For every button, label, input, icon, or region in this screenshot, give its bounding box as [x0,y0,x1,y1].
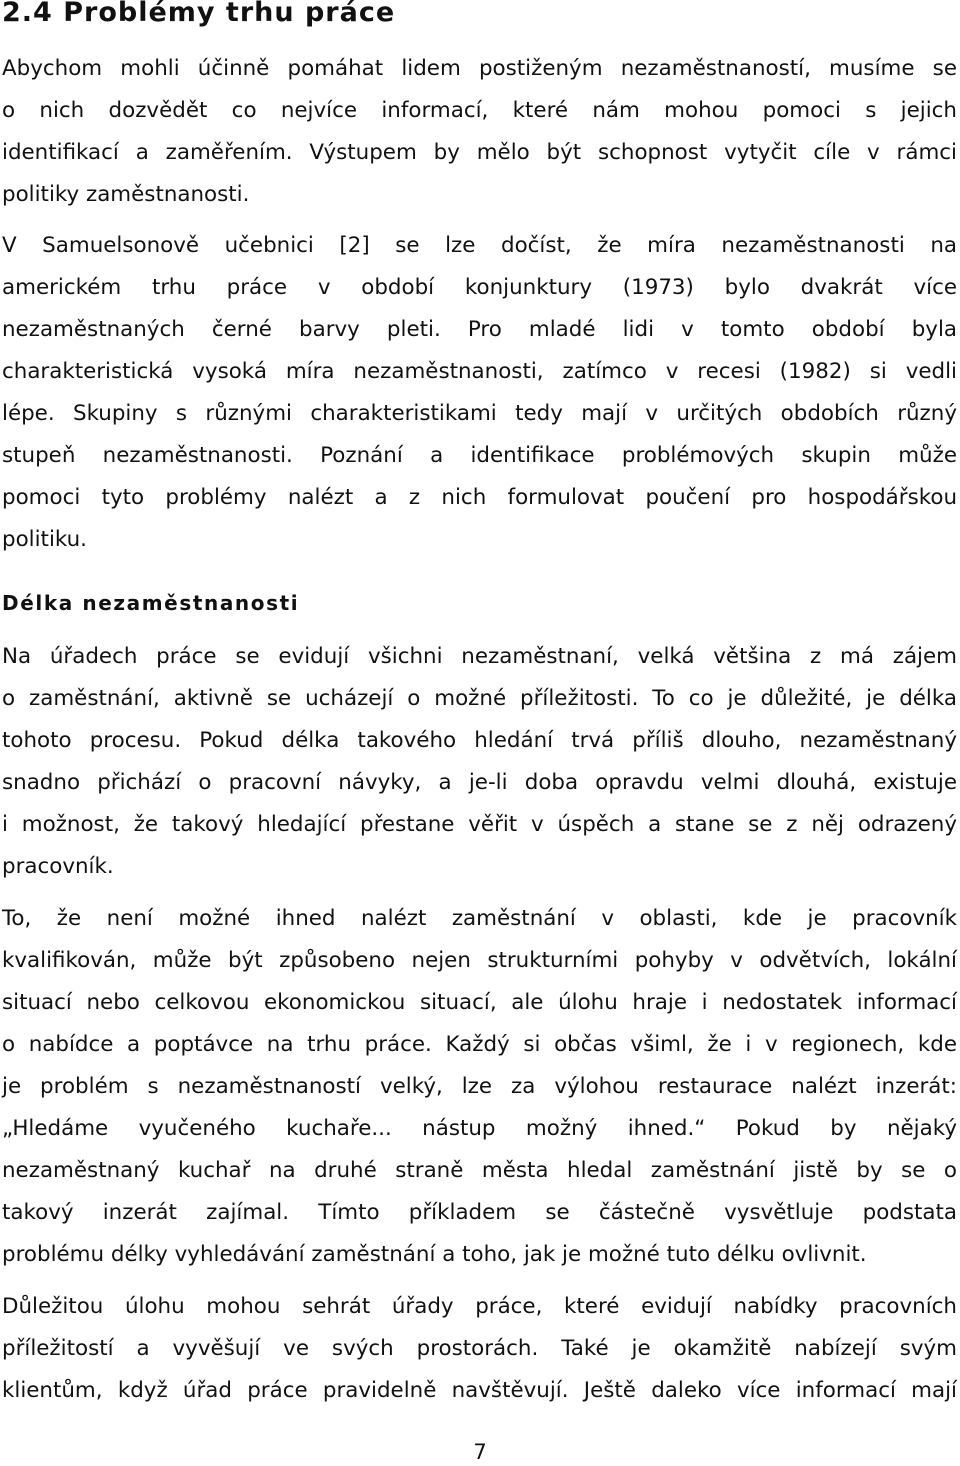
text-line: pracovník. [2,854,114,879]
text-line: i možnost, že takový hledající přestane věřit v úspěch a stane se z něj odrazený [2,812,957,837]
text-line: problému délky vyhledávání zaměstnání a toho, jak je možné tuto délku ovlivnit. [2,1242,867,1267]
text-line: identifikací a zaměřením. Výstupem by mělo být schopnost vytyčit cíle v rámci [2,140,957,165]
text-line: o zaměstnání, aktivně se ucházejí o možné příležitosti. To co je důležité, je délka [2,686,957,711]
paragraph-labour-offices [2,1286,957,1412]
text-line: Na úřadech práce se evidují všichni nezaměstnaní, velká většina z má zájem [2,644,957,669]
text-line: politiku. [2,527,87,552]
text-line: příležitostí a vyvěšují ve svých prostorách. Také je okamžitě nabízejí svým [2,1336,957,1361]
paragraph-offices [2,636,957,888]
subsection-heading: Délka nezaměstnanosti [2,591,300,615]
text-line: „Hledáme vyučeného kuchaře... nástup možný ihned.“ Pokud by nějaký [2,1116,957,1141]
paragraph-information [2,898,957,1276]
text-line: o nabídce a poptávce na trhu práce. Každý si občas všiml, že i v regionech, kde [2,1032,957,1057]
text-line: Abychom mohli účinně pomáhat lidem postiženým nezaměstnaností, musíme se [2,56,957,81]
text-line: je problém s nezaměstnaností velký, lze za výlohou restaurace nalézt inzerát: [2,1074,957,1099]
text-line: pomoci tyto problémy nalézt a z nich formulovat poučení pro hospodářskou [2,485,957,510]
text-line: kvalifikován, může být způsobeno nejen strukturními pohyby v odvětvích, lokální [2,948,957,973]
text-line: klientům, když úřad práce pravidelně navštěvují. Ještě daleko více informací mají [2,1378,957,1403]
text-line: tohoto procesu. Pokud délka takového hledání trvá příliš dlouho, nezaměstnaný [2,728,957,753]
paragraph-intro [2,48,957,216]
section-heading: 2.4 Problémy trhu práce [2,0,396,28]
text-line: situací nebo celkovou ekonomickou situací, ale úlohu hraje i nedostatek informací [2,990,957,1015]
text-line: takový inzerát zajímal. Tímto příkladem se částečně vysvětluje podstata [2,1200,957,1225]
text-line: americkém trhu práce v období konjunktury (1973) bylo dvakrát více [2,275,957,300]
text-line: lépe. Skupiny s různými charakteristikami tedy mají v určitých obdobích různý [2,401,957,426]
text-line: charakteristická vysoká míra nezaměstnanosti, zatímco v recesi (1982) si vedli [2,359,957,384]
paragraph-samuelson [2,225,957,561]
text-line: politiky zaměstnanosti. [2,182,250,207]
text-line: V Samuelsonově učebnici [2] se lze dočíst, že míra nezaměstnanosti na [2,233,957,258]
page-number: 7 [473,1440,487,1464]
text-line: nezaměstnaných černé barvy pleti. Pro mladé lidi v tomto období byla [2,317,957,342]
text-line: nezaměstnaný kuchař na druhé straně města hledal zaměstnání jistě by se o [2,1158,957,1183]
text-line: stupeň nezaměstnanosti. Poznání a identifikace problémových skupin může [2,443,957,468]
text-line: Důležitou úlohu mohou sehrát úřady práce, které evidují nabídky pracovních [2,1294,957,1319]
text-line: o nich dozvědět co nejvíce informací, které nám mohou pomoci s jejich [2,98,957,123]
text-line: To, že není možné ihned nalézt zaměstnání v oblasti, kde je pracovník [2,906,957,931]
text-line: snadno přichází o pracovní návyky, a je-li doba opravdu velmi dlouhá, existuje [2,770,957,795]
